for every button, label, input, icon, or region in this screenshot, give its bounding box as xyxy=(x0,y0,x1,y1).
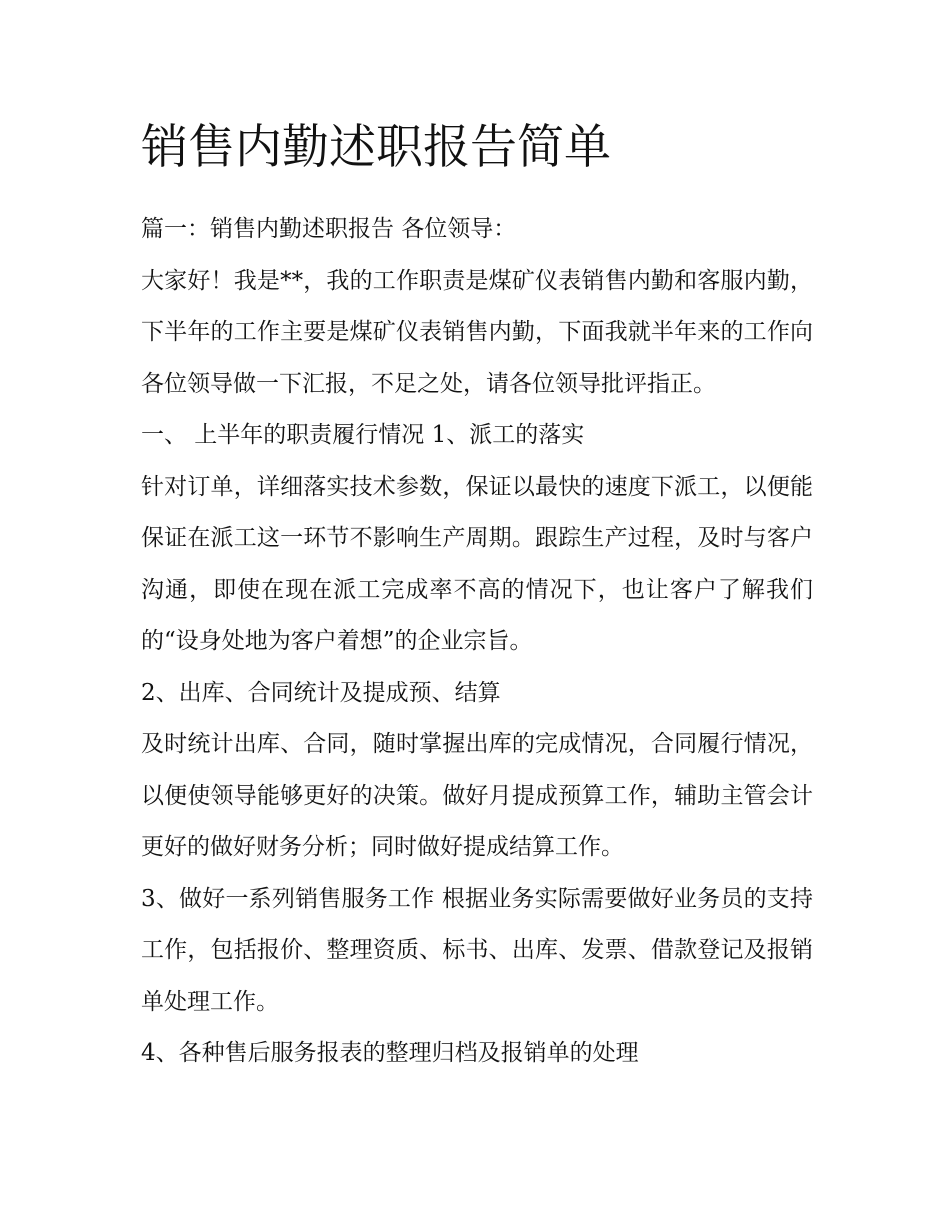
document-title: 销售内勤述职报告简单 xyxy=(141,120,611,175)
paragraph-dispatch: 针对订单，详细落实技术参数，保证以最快的速度下派工，以便能保证在派工这一环节不影响生产周期。跟踪生产过程，及时与客户沟通，即使在现在派工完成率不高的情况下，也让客户了解我们的“设身处地为客户着想”的企业宗旨。 xyxy=(141,473,813,654)
paragraph-intro: 大家好！我是**，我的工作职责是煤矿仪表销售内勤和客服内勤，下半年的工作主要是煤矿仪表销售内勤，下面我就半年来的工作向各位领导做一下汇报，不足之处，请各位领导批评指正。 xyxy=(141,267,813,397)
section-heading-2: 2、出库、合同统计及提成预、结算 xyxy=(141,679,501,706)
paragraph-greeting: 篇一：销售内勤述职报告 各位领导： xyxy=(141,216,517,242)
paragraph-statistics: 及时统计出库、合同，随时掌握出库的完成情况，合同履行情况，以便使领导能够更好的决策。做好月提成预算工作，辅助主管会计更好的做好财务分析；同时做好提成结算工作。 xyxy=(141,731,813,860)
section-heading-4: 4、各种售后服务报表的整理归档及报销单的处理 xyxy=(141,1040,639,1066)
section-heading-1: 一、 上半年的职责履行情况 1、派工的落实 xyxy=(141,422,585,448)
document-body xyxy=(141,204,813,1080)
paragraph-sales-service: 3、做好一系列销售服务工作 根据业务实际需要做好业务员的支持工作，包括报价、整理资质、标书、出库、发票、借款登记及报销单处理工作。 xyxy=(141,885,813,1015)
